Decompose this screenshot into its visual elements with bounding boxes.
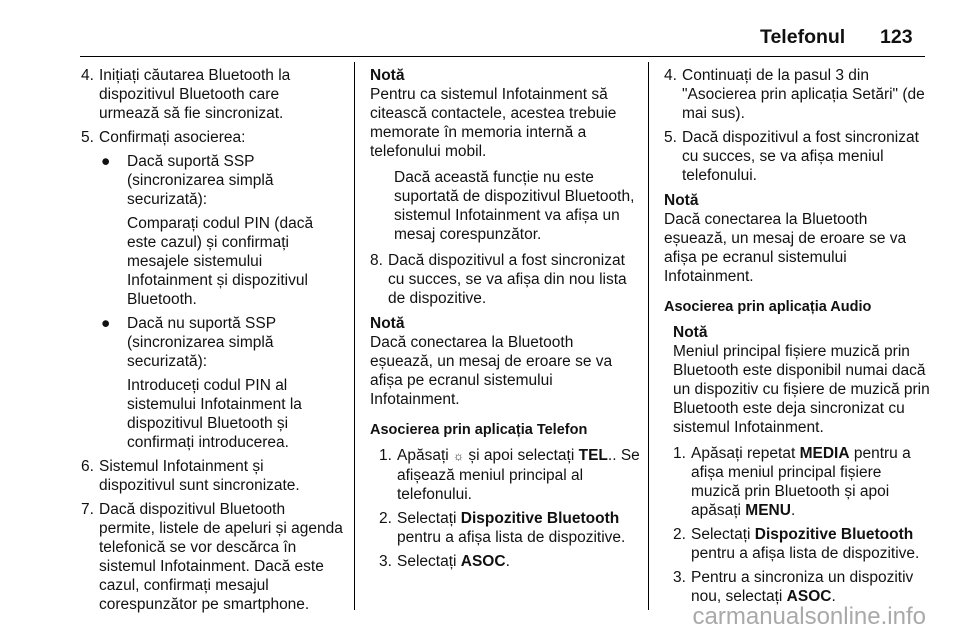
- step-number: 2.: [379, 510, 392, 527]
- step-text: Dacă dispozitivul a fost sincronizat cu succes, se va afișa din nou lista de dispozitive.: [388, 252, 627, 307]
- menu-asoc-label: ASOC: [460, 553, 506, 570]
- section-heading: Asocierea prin aplicația Telefon: [370, 422, 588, 438]
- audio-step-2: 2. Selectați Dispozitive Bluetooth pentru a afișa lista de dispozitive.: [673, 526, 920, 562]
- column-divider-2: [648, 62, 649, 610]
- bullet-dot-icon: ●: [101, 315, 111, 332]
- bullet-no-ssp: [81, 314, 343, 371]
- step-number: 3.: [673, 569, 686, 586]
- step-number: 1.: [379, 447, 392, 464]
- bullet-ssp-detail: Comparați codul PIN (dacă este cazul) și confirmați mesajele sistemului Infotainment și dispozitivul Bluetooth.: [127, 215, 314, 308]
- note-title: Notă: [370, 67, 405, 84]
- header-rule: [80, 56, 925, 57]
- step-number: 5.: [664, 129, 677, 146]
- watermark: carmanualsonline.info: [692, 603, 926, 630]
- step-text: Dacă dispozitivul a fost sincronizat cu succes, se va afișa meniul telefonului.: [682, 129, 919, 184]
- note-title: Notă: [673, 324, 708, 341]
- pair-step-3: 3. Selectați ASOC.: [379, 553, 510, 570]
- bullet-no-ssp-detail: Introduceți codul PIN al sistemului Infotainment la dispozitivul Bluetooth și confirmați introducerea.: [127, 377, 302, 451]
- note-title: Notă: [370, 315, 405, 332]
- bullet-text: Dacă nu suportă SSP (sincronizarea simplă securizată):: [127, 315, 276, 370]
- step-4: [81, 66, 343, 123]
- step-number: 5.: [81, 129, 94, 146]
- step-6: [81, 457, 343, 495]
- note-text: Meniul principal fișiere muzică prin Bluetooth este disponibil numai dacă un dispozitiv cu fișiere de muzică prin Bluetooth este deja sincronizat cu sistemul Infotainment.: [673, 343, 930, 436]
- bullet-dot-icon: ●: [101, 153, 111, 170]
- step-text: Confirmați asocierea:: [99, 129, 246, 146]
- column-1: [81, 66, 343, 619]
- pair-step-1: 1. Apăsați ☼ și apoi selectați TEL.. Se afișează meniul principal al telefonului.: [379, 447, 640, 503]
- audio-step-3: 3. Pentru a sincroniza un dispozitiv nou, selectați ASOC.: [673, 569, 914, 605]
- step-number: 4.: [81, 67, 94, 84]
- section-heading: Asocierea prin aplicația Audio: [664, 299, 872, 315]
- home-icon: ☼: [453, 449, 465, 463]
- step-number: 1.: [673, 445, 686, 462]
- page-header: [0, 28, 960, 58]
- audio-step-1: 1. Apăsați repetat MEDIA pentru a afișa meniul principal fișiere muzică prin Bluetooth și apoi apăsați MENU.: [673, 445, 911, 519]
- bullet-text: Dacă suportă SSP (sincronizarea simplă securizată):: [127, 153, 274, 208]
- page-title: Telefonul: [760, 26, 846, 48]
- step-text: Continuați de la pasul 3 din "Asocierea prin aplicația Setări" (de mai sus).: [682, 67, 925, 122]
- column-3: [664, 66, 934, 611]
- step-7: [81, 500, 343, 614]
- note-text: Pentru ca sistemul Infotainment să citească contactele, acestea trebuie memorate în memoria internă a telefonului mobil.: [370, 86, 617, 160]
- step-text: Dacă dispozitivul Bluetooth permite, listele de apeluri și agenda telefonică se vor descărca în sistemul Infotainment. Dacă este cazul, confirmați mesajul corespunzător pe smartphone.: [99, 501, 343, 613]
- menu-bluetooth-devices-label: Dispozitive Bluetooth: [460, 510, 620, 527]
- step-number: 3.: [379, 553, 392, 570]
- step-8: [370, 251, 640, 308]
- note-title: Notă: [664, 192, 699, 209]
- step-number: 4.: [664, 67, 677, 84]
- step-5: [81, 128, 343, 147]
- media-button-label: MEDIA: [799, 445, 850, 462]
- step-number: 6.: [81, 458, 94, 475]
- pair-step-2: 2. Selectați Dispozitive Bluetooth pentru a afișa lista de dispozitive.: [379, 510, 626, 546]
- step-text: Inițiați căutarea Bluetooth la dispozitivul Bluetooth care urmează să fie sincronizat.: [99, 67, 291, 122]
- note-text: Dacă conectarea la Bluetooth eșuează, un mesaj de eroare se va afișa pe ecranul sistemului Infotainment.: [664, 211, 907, 285]
- column-divider-1: [354, 62, 355, 610]
- bullet-ssp: [81, 152, 343, 209]
- page-number: 123: [880, 26, 913, 48]
- menu-bluetooth-devices-label: Dispozitive Bluetooth: [754, 526, 914, 543]
- step-5: [664, 128, 934, 185]
- step-text: Sistemul Infotainment și dispozitivul sunt sincronizate.: [99, 458, 300, 494]
- menu-asoc-label: ASOC: [786, 588, 832, 605]
- menu-tel-label: TEL: [578, 447, 608, 464]
- menu-button-label: MENU: [745, 502, 791, 519]
- step-number: 2.: [673, 526, 686, 543]
- note-text: Dacă conectarea la Bluetooth eșuează, un mesaj de eroare se va afișa pe ecranul sistemului Infotainment.: [370, 334, 613, 408]
- step-number: 7.: [81, 501, 94, 518]
- step-number: 8.: [370, 252, 383, 269]
- column-2: [370, 66, 640, 576]
- step-4: [664, 66, 934, 123]
- note-text-secondary: Dacă această funcție nu este suportată de dispozitivul Bluetooth, sistemul Infotainment va afișa un mesaj corespunzător.: [394, 169, 635, 243]
